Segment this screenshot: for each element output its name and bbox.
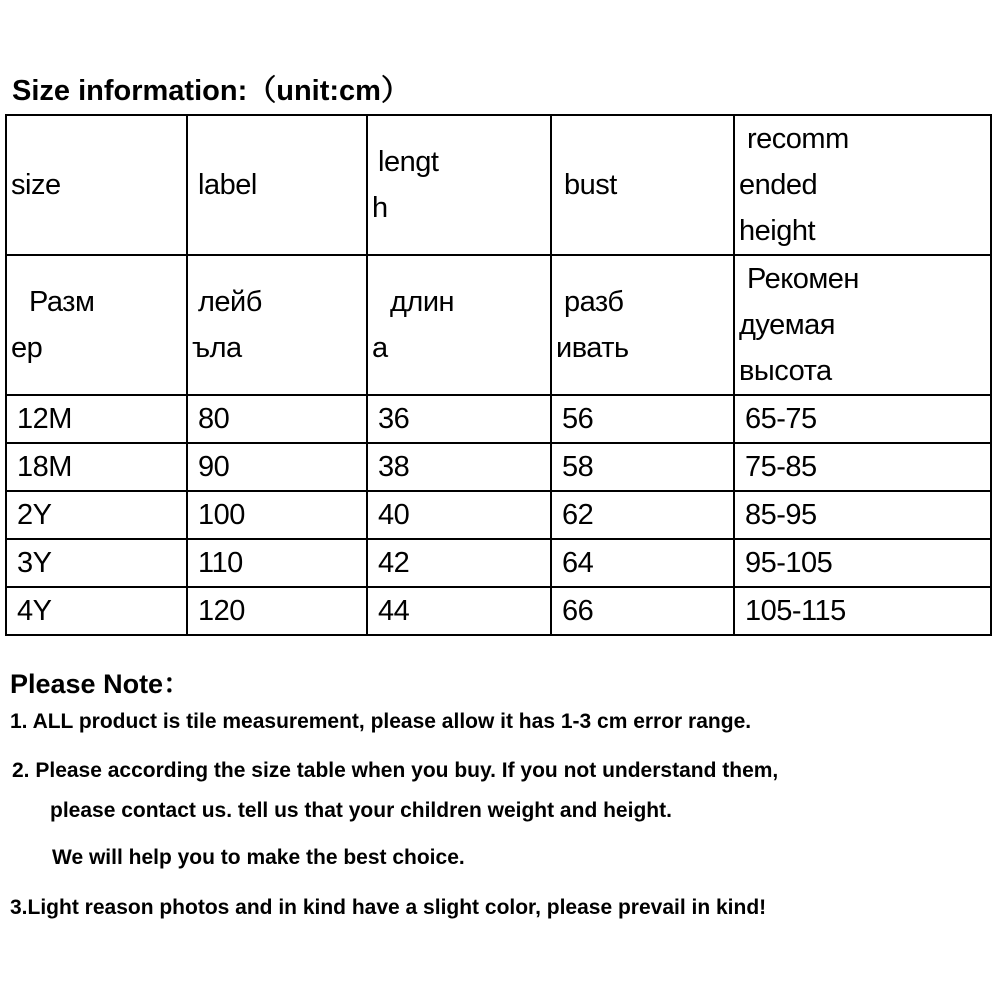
note-item-2-closing: We will help you to make the best choice. xyxy=(52,846,465,869)
cell-bust: 66 xyxy=(551,587,734,635)
cell-size: 2Y xyxy=(6,491,187,539)
cell-label: 120 xyxy=(187,587,367,635)
cell-bust: 56 xyxy=(551,395,734,443)
table-row xyxy=(6,491,991,539)
cell-length: 36 xyxy=(367,395,551,443)
header-cell-length-ru: длин а xyxy=(367,255,551,395)
cell-length: 40 xyxy=(367,491,551,539)
size-table xyxy=(5,114,992,636)
header-cell-bust: bust xyxy=(551,115,734,255)
cell-height: 65-75 xyxy=(734,395,991,443)
header-cell-recommended-height: recomm ended height xyxy=(734,115,991,255)
cell-height: 95-105 xyxy=(734,539,991,587)
cell-bust: 64 xyxy=(551,539,734,587)
cell-label: 90 xyxy=(187,443,367,491)
table-row xyxy=(6,539,991,587)
header-cell-label: label xyxy=(187,115,367,255)
cell-length: 42 xyxy=(367,539,551,587)
table-row xyxy=(6,443,991,491)
cell-length: 44 xyxy=(367,587,551,635)
header-cell-recommended-height-ru: Рекомен дуемая высота xyxy=(734,255,991,395)
header-cell-length: lengt h xyxy=(367,115,551,255)
cell-label: 110 xyxy=(187,539,367,587)
cell-bust: 62 xyxy=(551,491,734,539)
cell-label: 100 xyxy=(187,491,367,539)
cell-size: 3Y xyxy=(6,539,187,587)
header-row-english xyxy=(6,115,991,255)
notes-title: Please Note： xyxy=(10,669,191,699)
cell-height: 75-85 xyxy=(734,443,991,491)
note-item-2: 2. Please according the size table when you buy. If you not understand them, xyxy=(12,759,779,782)
note-item-1: 1. ALL product is tile measurement, please allow it has 1-3 cm error range. xyxy=(10,710,752,733)
cell-size: 18M xyxy=(6,443,187,491)
header-row-russian xyxy=(6,255,991,395)
header-cell-label-ru: лейб ъла xyxy=(187,255,367,395)
cell-bust: 58 xyxy=(551,443,734,491)
table-row xyxy=(6,587,991,635)
cell-label: 80 xyxy=(187,395,367,443)
cell-length: 38 xyxy=(367,443,551,491)
header-cell-size-ru: Разм ер xyxy=(6,255,187,395)
header-cell-size: size xyxy=(6,115,187,255)
note-item-3: 3.Light reason photos and in kind have a slight color, please prevail in kind! xyxy=(10,896,767,919)
cell-size: 12M xyxy=(6,395,187,443)
cell-height: 85-95 xyxy=(734,491,991,539)
header-cell-bust-ru: разб ивать xyxy=(551,255,734,395)
note-item-2-continued: please contact us. tell us that your children weight and height. xyxy=(50,799,672,822)
table-row xyxy=(6,395,991,443)
cell-height: 105-115 xyxy=(734,587,991,635)
cell-size: 4Y xyxy=(6,587,187,635)
page-title: Size information:（unit:cm） xyxy=(12,75,410,107)
